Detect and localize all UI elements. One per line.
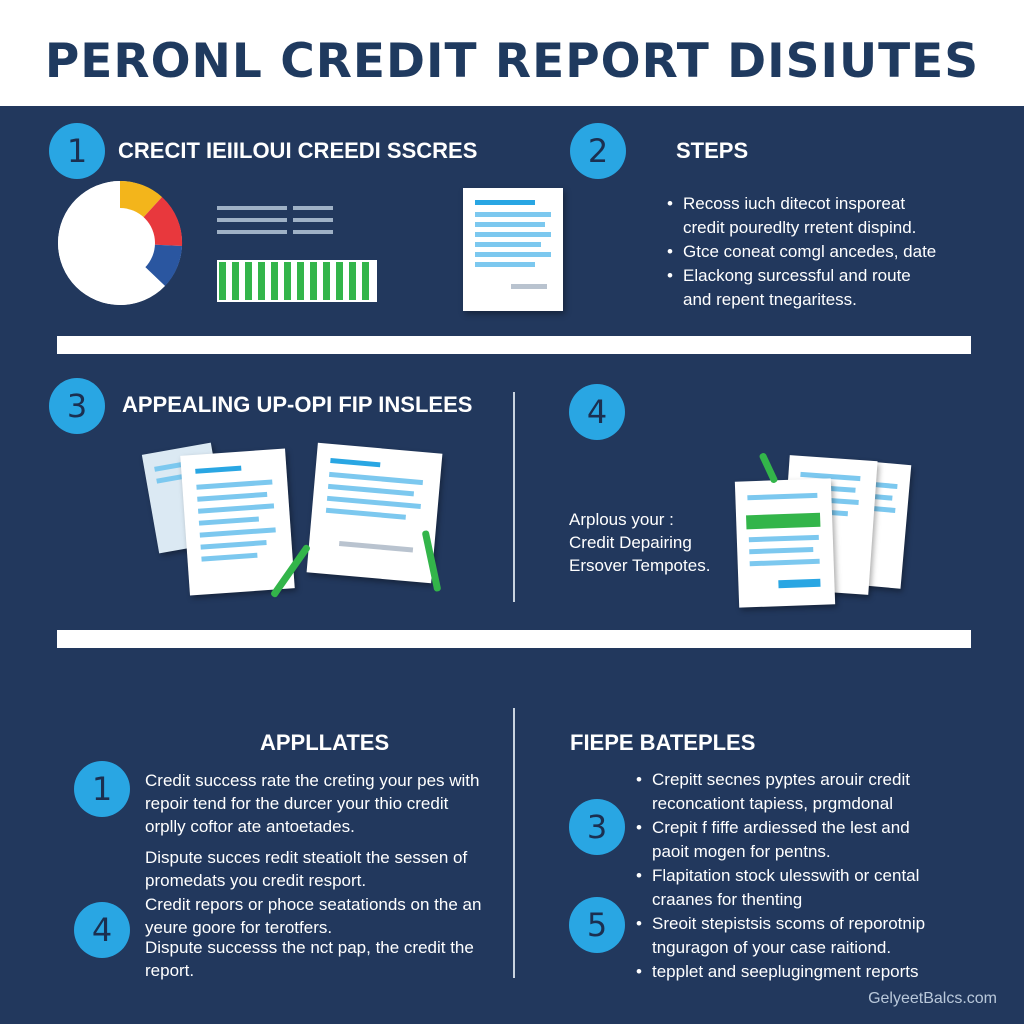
document-icon	[735, 478, 835, 607]
section-heading: APPEALING UP-OPI FIP INSLEES	[122, 392, 473, 417]
text-line: report.	[145, 961, 195, 980]
step-number-badge: 1	[74, 761, 130, 817]
list-item: • Gtce coneat comgl ancedes, date	[667, 240, 936, 264]
section-heading: APPLLATES	[260, 730, 390, 755]
list-item: • tepplet and seeplugingment reports	[636, 960, 925, 984]
step-number-badge: 3	[49, 378, 105, 434]
paragraph	[145, 846, 467, 892]
list-item: • Recoss iuch ditecot insporeat	[667, 192, 936, 216]
list-item: credit pouredlty rretent dispind.	[683, 218, 917, 237]
list-item: and repent tnegaritess.	[683, 290, 857, 309]
pie-chart-mask-icon	[57, 180, 183, 306]
step-number-badge: 5	[569, 897, 625, 953]
section-heading: CRECIT IEIILOUI CREEDI SSCRES	[118, 138, 478, 163]
text-line: Ersover Tempotes.	[569, 556, 711, 575]
document-icon	[307, 443, 443, 583]
section-text	[569, 508, 710, 577]
pencil-icon	[759, 452, 779, 484]
section-heading: STEPS	[676, 138, 749, 163]
step-number-badge: 4	[74, 902, 130, 958]
text-line: Arplous your :	[569, 510, 674, 529]
footer-watermark: GelyeetBalcs.com	[868, 990, 997, 1007]
text-line: promedats you credit resport.	[145, 871, 367, 890]
step-number-badge: 3	[569, 799, 625, 855]
section-divider	[57, 336, 971, 354]
section-heading: FIEPE BATEPLES	[570, 730, 756, 755]
examples-bullet-list	[636, 768, 925, 984]
paragraph	[145, 769, 479, 838]
paragraph	[145, 893, 481, 939]
list-item: paoit mogen for pentns.	[652, 842, 831, 861]
list-item: • Crepit f fiffe ardiessed the lest and	[636, 816, 925, 840]
header-banner	[0, 0, 1024, 106]
page-title: PERONL CREDIT REPORT DISIUTES	[44, 34, 980, 89]
list-item: reconcationt tapiess, prgmdonal	[652, 794, 893, 813]
text-line: Credit repors or phoce seatationds on the an	[145, 895, 482, 914]
bar-strip-icon	[217, 260, 377, 302]
text-line: orplly coftor ate antoetades.	[145, 817, 355, 836]
step-number-badge: 2	[570, 123, 626, 179]
text-line: Dispute succes redit steatiolt the sessen of	[145, 848, 468, 867]
step-number-badge: 1	[49, 123, 105, 179]
vertical-divider	[513, 708, 515, 978]
section-divider	[57, 630, 971, 648]
document-icon	[463, 188, 563, 311]
text-line: Credit success rate the creting your pes with	[145, 771, 480, 790]
list-item: • Flapitation stock ulesswith or cental	[636, 864, 925, 888]
list-item: • Elackong surcessful and route	[667, 264, 936, 288]
list-item: tnguragon of your case raitiond.	[652, 938, 892, 957]
list-item: • Crepitt secnes pyptes arouir credit	[636, 768, 925, 792]
text-line: Dispute successs the nct pap, the credit the	[145, 938, 474, 957]
list-item: craanes for thenting	[652, 890, 803, 909]
steps-bullet-list	[667, 192, 936, 312]
text-line: yeure goore for terotfers.	[145, 918, 333, 937]
text-line: repoir tend for the durcer your thio credit	[145, 794, 449, 813]
step-number-badge: 4	[569, 384, 625, 440]
document-icon	[180, 449, 295, 596]
text-line: Credit Depairing	[569, 533, 692, 552]
list-item: • Sreoit stepistsis scoms of reporotnip	[636, 912, 925, 936]
vertical-divider	[513, 392, 515, 602]
paragraph	[145, 936, 474, 982]
legend-lines-icon	[217, 206, 333, 238]
